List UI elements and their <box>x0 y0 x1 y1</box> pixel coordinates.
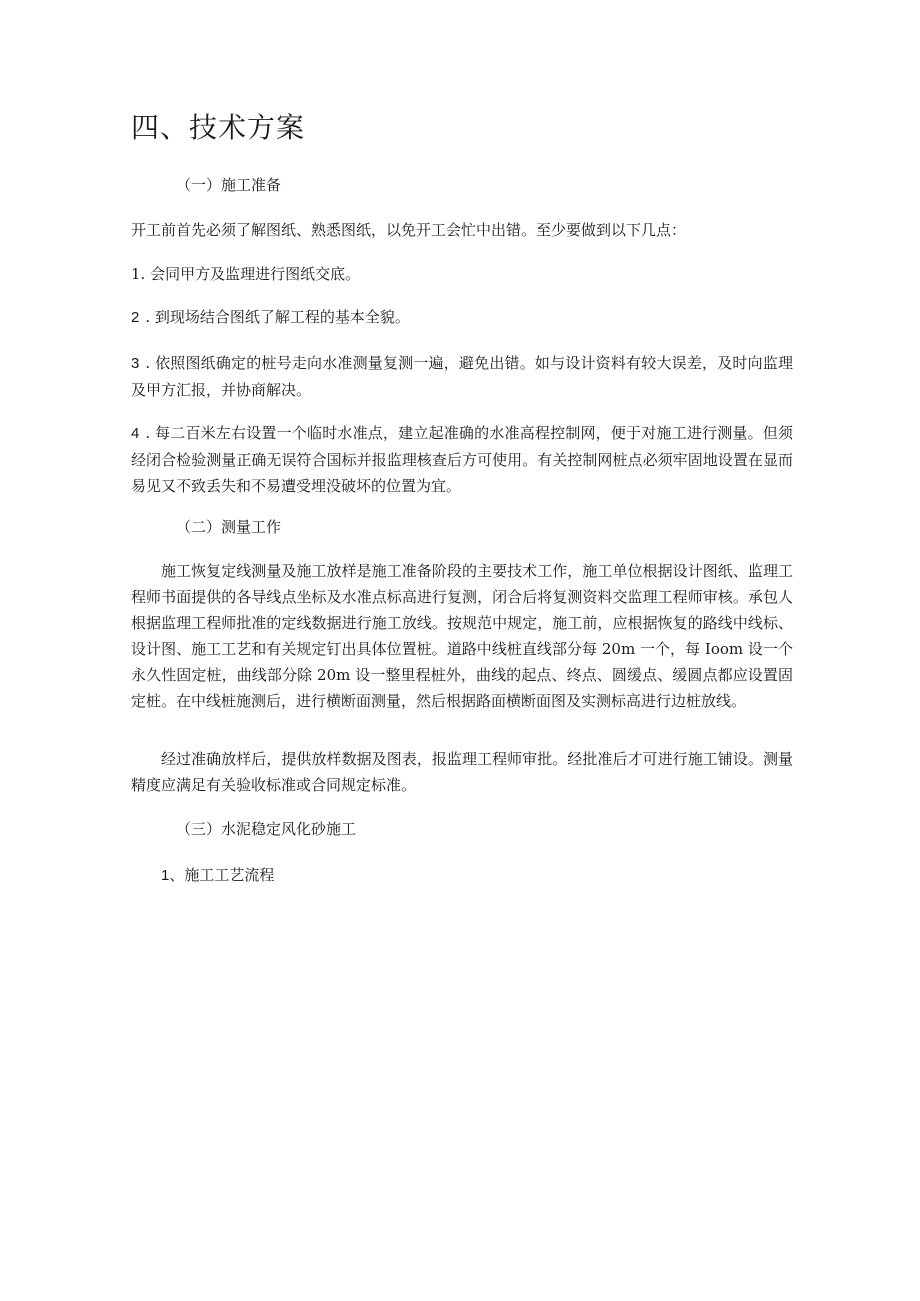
document-title: 四、技术方案 <box>131 111 306 144</box>
measurement-paragraph-2: 经过准确放样后，提供放样数据及图表，报监理工程师审批。经批准后才可进行施工铺设。测量精度应满足有关验收标准或合同规定标准。 <box>131 750 793 794</box>
section-heading-preparation: （一）施工准备 <box>176 176 282 194</box>
intro-paragraph: 开工前首先必须了解图纸、熟悉图纸，以免开工会忙中出错。至少要做到以下几点： <box>131 221 687 239</box>
subsection-number: 1 <box>161 867 170 884</box>
list-item-2-text: . 到现场结合图纸了解工程的基本全貌。 <box>145 308 410 326</box>
section-heading-cement-sand: （三）水泥稳定风化砂施工 <box>176 820 357 838</box>
list-item-3-number: 3 <box>131 355 140 372</box>
section-heading-measurement: （二）测量工作 <box>176 518 282 536</box>
list-item-2 <box>131 304 793 331</box>
list-item-1: 1. 会同甲方及监理进行图纸交底。 <box>131 265 361 283</box>
measurement-paragraph-1: 施工恢复定线测量及施工放样是施工准备阶段的主要技术工作，施工单位根据设计图纸、监理工程师书面提供的各导线点坐标及水准点标高进行复测，闭合后将复测资料交监理工程师审核。承包人根据监理工程师批准的定线数据进行施工放线。按规范中规定，施工前，应根据恢复的路线中线标、设计图、施工工艺和有关规定钉出具体位置桩。道路中线桩直线部分每 20m 一个，每 Ioom 设一个永久性固定桩，曲线部分除 20m 设一整里程桩外，曲线的起点、终点、圆缓点、缓圆点都应设置固定桩。在中线桩施测后，进行横断面测量，然后根据路面横断面图及实测标高进行边桩放线。 <box>131 562 793 710</box>
list-item-4-number: 4 <box>131 425 140 442</box>
list-item-3 <box>131 350 793 403</box>
list-item-3-text: . 依照图纸确定的桩号走向水准测量复测一遍，避免出错。如与设计资料有较大误差，及时向监理及甲方汇报，并协商解决。 <box>131 354 793 399</box>
list-item-4 <box>131 420 793 499</box>
subsection-text: 、施工工艺流程 <box>169 866 275 884</box>
list-item-2-number: 2 <box>131 309 140 326</box>
subsection-heading-process <box>161 863 274 888</box>
list-item-4-text: . 每二百米左右设置一个临时水准点，建立起准确的水准高程控制网，便于对施工进行测量。但须经闭合检验测量正确无误符合国标并报监理核查后方可使用。有关控制网桩点必须牢固地设置在显而易见又不致丢失和不易遭受埋没破坏的位置为宜。 <box>131 424 793 495</box>
